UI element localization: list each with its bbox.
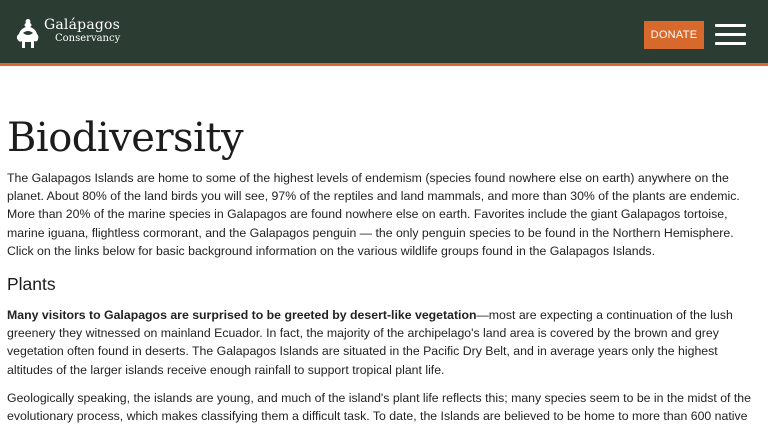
plants-paragraph-2: Geologically speaking, the islands are young, and much of the island's plant life reflects this; many species seem to be in the midst of the evolutionary process, which makes classifying them a difficult task. To date, the Islands are believed to be home to more than 600 native (7, 390, 751, 424)
site-header (0, 0, 768, 66)
logo-text-conservancy: Conservancy (55, 33, 121, 44)
menu-bar (715, 42, 746, 45)
intro-paragraph: The Galapagos Islands are home to some of the highest levels of endemism (species found nowhere else on earth) anywhere on the planet. About 80% of the land birds you will see, 97% of the reptiles and land mammals, and more than 30% of the plants are endemic. More than 20% of the marine species in Galapagos are found nowhere else on earth. Favorites include the giant Galapagos tortoise, marine iguana, flightless cormorant, and the Galapagos penguin — the only penguin species to be found in the Northern Hemisphere. Click on the links below for basic background information on the various wildlife groups found in the Galapagos Islands. (7, 171, 740, 258)
plants-lead-bold: Many visitors to Galapagos are surprised to be greeted by desert-like vegetation (7, 308, 477, 323)
hamburger-menu-icon[interactable] (715, 24, 746, 46)
section-heading-plants: Plants (7, 274, 56, 295)
menu-bar (715, 24, 746, 27)
tortoise-logo-icon (14, 17, 42, 51)
logo-text-galapagos: Galápagos (44, 17, 121, 33)
plants-paragraph-1-text: —most are expecting a continuation of the lush greenery they witnessed on mainland Ecuador. In fact, the majority of the archipelago's land area is covered by the brown and grey vegetation often found in deserts. The Galapagos Islands are situated in the Pacific Dry Belt, and in average years only the highest altitudes of the larger islands receive enough rainfall to support tropical plant life. (7, 308, 733, 377)
site-logo[interactable] (14, 15, 124, 53)
main-content (7, 114, 763, 435)
page-title: Biodiversity (7, 115, 244, 161)
menu-bar (715, 33, 746, 36)
donate-button[interactable]: DONATE (644, 21, 704, 49)
plants-paragraph-1 (7, 306, 763, 379)
